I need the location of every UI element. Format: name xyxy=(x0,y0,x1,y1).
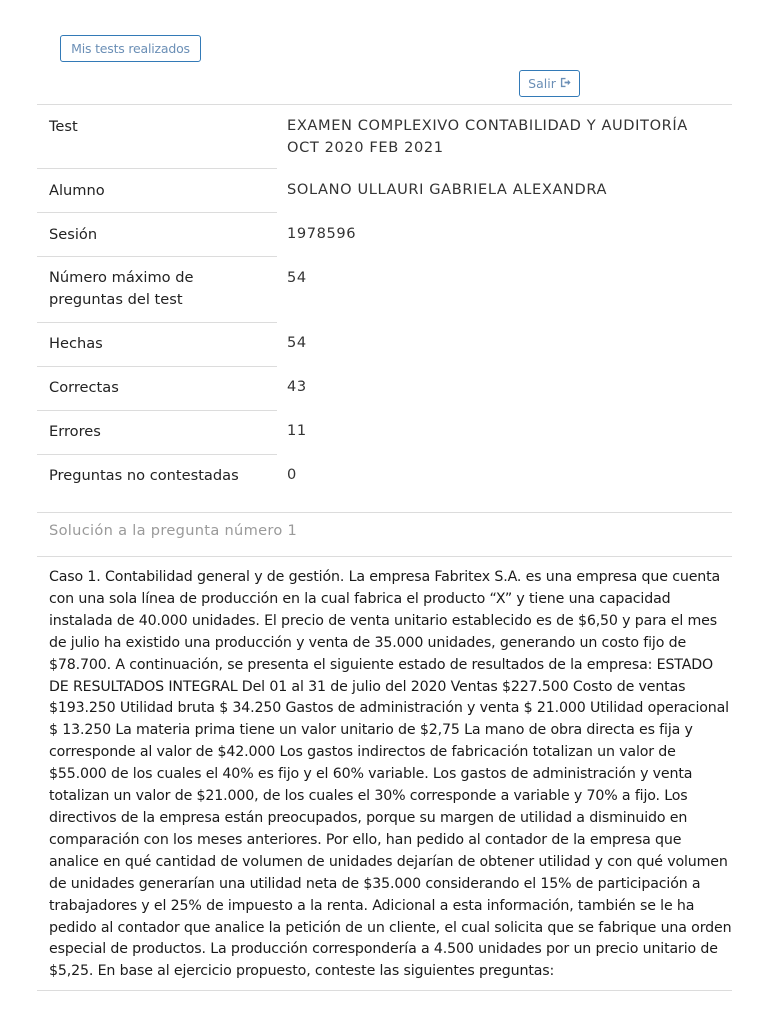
correct-label: Correctas xyxy=(49,379,119,396)
done-value: 54 xyxy=(287,334,307,351)
max-questions-value: 54 xyxy=(287,269,307,286)
logout-label: Salir xyxy=(528,76,556,91)
correct-value: 43 xyxy=(287,378,307,395)
logout-button[interactable] xyxy=(519,70,580,97)
max-questions-label-line1: Número máximo de xyxy=(49,269,194,286)
unanswered-label: Preguntas no contestadas xyxy=(49,467,239,484)
test-value-line2: OCT 2020 FEB 2021 xyxy=(287,139,444,156)
test-value xyxy=(287,115,727,159)
section-divider xyxy=(37,512,732,513)
student-label: Alumno xyxy=(49,182,105,199)
row-divider xyxy=(37,168,277,169)
errors-value: 11 xyxy=(287,422,307,439)
errors-label: Errores xyxy=(49,423,101,440)
max-questions-label xyxy=(49,267,193,311)
row-divider xyxy=(37,256,277,257)
section-divider xyxy=(37,990,732,991)
test-value-line1: EXAMEN COMPLEXIVO CONTABILIDAD Y AUDITORÍA xyxy=(287,117,688,134)
test-label: Test xyxy=(49,118,78,135)
row-divider xyxy=(37,410,277,411)
row-divider xyxy=(37,322,277,323)
row-divider xyxy=(277,104,732,105)
max-questions-label-line2: preguntas del test xyxy=(49,291,183,308)
student-value: SOLANO ULLAURI GABRIELA ALEXANDRA xyxy=(287,181,608,198)
done-label: Hechas xyxy=(49,335,103,352)
section-divider xyxy=(37,556,732,557)
session-value: 1978596 xyxy=(287,225,357,242)
solution-title: Solución a la pregunta número 1 xyxy=(49,522,298,539)
sign-out-icon xyxy=(560,76,571,91)
my-tests-button[interactable]: Mis tests realizados xyxy=(60,35,201,62)
row-divider xyxy=(37,212,277,213)
row-divider xyxy=(37,104,277,105)
session-label: Sesión xyxy=(49,226,98,243)
case-text: Caso 1. Contabilidad general y de gestión. La empresa Fabritex S.A. es una empresa que cuenta con una sola línea de producción en la cual fabrica el producto “X” y tiene una capacidad instalada de 40.000 unidades. El precio de venta unitario establecido es de $6,50 y para el mes de julio ha existido una producción y venta de 35.000 unidades, generando un costo fijo de $78.700. A continuación, se presenta el siguiente estado de resultados de la empresa: ESTADO DE RESULTADOS INTEGRAL Del 01 al 31 de julio del 2020 Ventas $227.500 Costo de ventas $193.250 Utilidad bruta $ 34.250 Gastos de administración y venta $ 21.000 Utilidad operacional $ 13.250 La materia prima tiene un valor unitario de $2,75 La mano de obra directa es fija y corresponde al valor de $42.000 Los gastos indirectos de fabricación totalizan un valor de $55.000 de los cuales el 40% es fijo y el 60% variable. Los gastos de administración y venta totalizan un valor de $21.000, de los cuales el 30% corresponde a variable y 70% a fijo. Los directivos de la empresa están preocupados, porque su margen de utilidad a disminuido en comparación con los meses anteriores. Por ello, han pedido al contador de la empresa que analice en qué cantidad de volumen de unidades dejarían de obtener utilidad y con qué volumen de unidades generarían una utilidad neta de $35.000 considerando el 15% de participación a trabajadores y el 25% de impuesto a la renta. Adicional a esta información, también se le ha pedido al contador que analice la petición de un cliente, el cual solicita que se fabrique una orden especial de productos. La producción correspondería a 4.500 unidades por un precio unitario de $5,25. En base al ejercicio propuesto, conteste las siguientes preguntas: xyxy=(49,569,732,980)
unanswered-value: 0 xyxy=(287,466,297,483)
row-divider xyxy=(37,366,277,367)
row-divider xyxy=(37,454,277,455)
